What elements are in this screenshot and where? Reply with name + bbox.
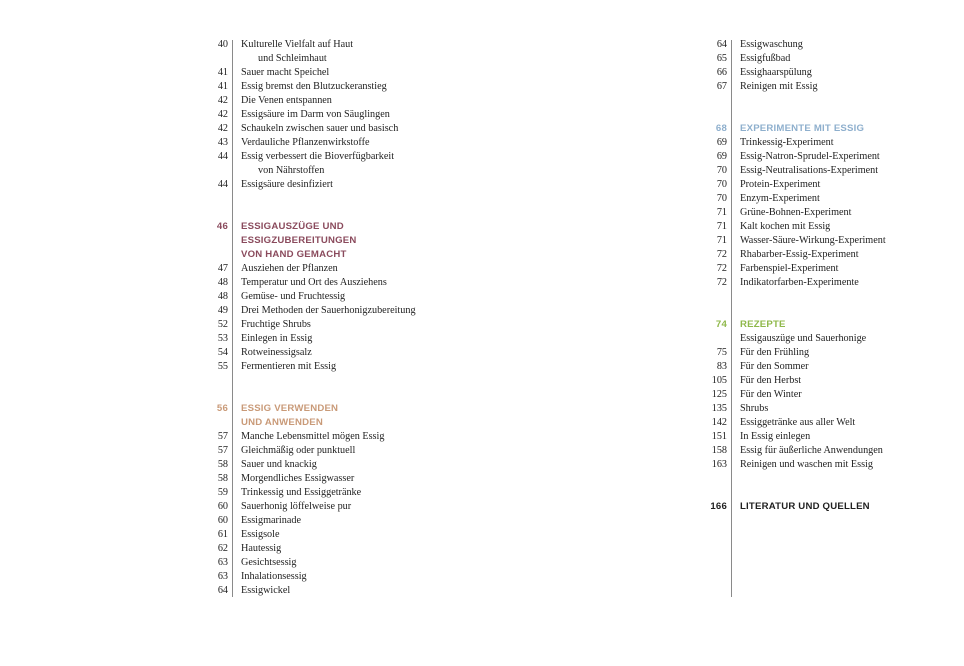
toc-entry-title: Essig bremst den Blutzuckeranstieg bbox=[241, 81, 387, 92]
toc-entry bbox=[695, 248, 935, 262]
toc-page-number bbox=[196, 248, 228, 262]
toc-entry-title: Drei Methoden der Sauerhonigzubereitung bbox=[241, 305, 416, 316]
toc-entry-title: Essigsäure desinfiziert bbox=[241, 179, 333, 190]
toc-page-number: 55 bbox=[217, 361, 228, 372]
toc-page-number: 47 bbox=[217, 263, 228, 274]
toc-entry bbox=[196, 542, 496, 556]
toc-page-number: 75 bbox=[716, 347, 727, 358]
toc-entry-title: Essigwickel bbox=[241, 585, 291, 596]
toc-page-number: 70 bbox=[716, 179, 727, 190]
toc-section-heading bbox=[695, 318, 935, 332]
toc-entry-title: Sauer und knackig bbox=[241, 459, 317, 470]
toc-entry bbox=[196, 38, 496, 52]
toc-entry-title: Essiggetränke aus aller Welt bbox=[740, 417, 856, 428]
toc-page-number: 46 bbox=[216, 221, 228, 232]
toc-entry-title: UND ANWENDEN bbox=[241, 417, 323, 428]
toc-entry-title: Essig-Neutralisations-Experiment bbox=[740, 165, 879, 176]
toc-page-number: 70 bbox=[716, 193, 727, 204]
toc-entry-title: Schaukeln zwischen sauer und basisch bbox=[241, 123, 399, 134]
toc-entry-title: Morgendliches Essigwasser bbox=[241, 473, 355, 484]
toc-page-number: 58 bbox=[217, 459, 228, 470]
toc-entry bbox=[695, 80, 935, 94]
toc-page-number: 71 bbox=[716, 207, 727, 218]
toc-entry-title: Reinigen und waschen mit Essig bbox=[740, 459, 873, 470]
toc-entry-title: Essig für äußerliche Anwendungen bbox=[740, 445, 883, 456]
toc-entry bbox=[695, 374, 935, 388]
toc-entry-title: In Essig einlegen bbox=[740, 431, 811, 442]
toc-page-number: 71 bbox=[716, 221, 727, 232]
toc-page-number: 83 bbox=[716, 361, 727, 372]
toc-page-number: 65 bbox=[716, 53, 727, 64]
toc-entry-title: Trinkessig-Experiment bbox=[740, 137, 834, 148]
toc-entry-title: ESSIGZUBEREITUNGEN bbox=[241, 235, 357, 246]
toc-entry-title: Ausziehen der Pflanzen bbox=[241, 263, 338, 274]
toc-page-number: 40 bbox=[217, 39, 228, 50]
toc-entry-title: Essigwaschung bbox=[740, 39, 803, 50]
toc-entry-title: Sauerhonig löffelweise pur bbox=[241, 501, 352, 512]
toc-entry bbox=[695, 192, 935, 206]
toc-entry bbox=[196, 430, 496, 444]
toc-entry-title: Manche Lebensmittel mögen Essig bbox=[241, 431, 385, 442]
toc-section-heading bbox=[196, 416, 496, 430]
toc-page-number: 64 bbox=[217, 585, 228, 596]
toc-entry-title: Farbenspiel-Experiment bbox=[740, 263, 839, 274]
toc-entry bbox=[695, 66, 935, 80]
toc-page-number: 54 bbox=[217, 347, 228, 358]
toc-entry bbox=[196, 500, 496, 514]
toc-page-number: 48 bbox=[217, 291, 228, 302]
toc-page-number bbox=[196, 52, 228, 66]
toc-entry bbox=[196, 514, 496, 528]
toc-page-number: 60 bbox=[217, 501, 228, 512]
toc-entry bbox=[196, 332, 496, 346]
toc-entry-title: Sauer macht Speichel bbox=[241, 67, 330, 78]
toc-entry bbox=[695, 360, 935, 374]
toc-page-number: 151 bbox=[711, 431, 727, 442]
toc-left-column bbox=[196, 38, 496, 598]
toc-entry bbox=[196, 66, 496, 80]
toc-entry-title: Wasser-Säure-Wirkung-Experiment bbox=[740, 235, 886, 246]
toc-entry-title: Temperatur und Ort des Ausziehens bbox=[241, 277, 387, 288]
toc-entry-title: Essig verbessert die Bioverfügbarkeit bbox=[241, 151, 395, 162]
toc-entry bbox=[695, 136, 935, 150]
toc-right-column bbox=[695, 38, 935, 514]
toc-page-number: 158 bbox=[711, 445, 727, 456]
toc-entry-title: und Schleimhaut bbox=[258, 53, 327, 64]
toc-entry bbox=[196, 472, 496, 486]
toc-entry bbox=[695, 150, 935, 164]
toc-entry bbox=[196, 304, 496, 318]
toc-entry bbox=[695, 346, 935, 360]
toc-entry bbox=[196, 80, 496, 94]
toc-page-number: 57 bbox=[217, 445, 228, 456]
toc-page-number: 71 bbox=[716, 235, 727, 246]
toc-entry bbox=[196, 94, 496, 108]
toc-page-number: 61 bbox=[217, 529, 228, 540]
toc-page-number: 44 bbox=[217, 151, 228, 162]
toc-page-number: 135 bbox=[711, 403, 727, 414]
toc-page-number: 68 bbox=[715, 123, 727, 134]
toc-entry bbox=[695, 206, 935, 220]
toc-entry-title: Für den Herbst bbox=[740, 375, 802, 386]
toc-entry-title: EXPERIMENTE MIT ESSIG bbox=[740, 123, 865, 134]
section-spacer bbox=[196, 192, 496, 220]
section-spacer bbox=[695, 94, 935, 122]
toc-entry-title: Für den Sommer bbox=[740, 361, 809, 372]
toc-page-number: 166 bbox=[710, 501, 727, 512]
toc-entry-title: Hautessig bbox=[241, 543, 282, 554]
toc-page-number: 49 bbox=[217, 305, 228, 316]
toc-entry bbox=[695, 234, 935, 248]
toc-page-number: 125 bbox=[711, 389, 727, 400]
toc-entry-title: Inhalationsessig bbox=[241, 571, 307, 582]
toc-entry-title: Rhabarber-Essig-Experiment bbox=[740, 249, 859, 260]
toc-entry bbox=[196, 346, 496, 360]
toc-entry-title: Kulturelle Vielfalt auf Haut bbox=[241, 39, 354, 50]
toc-page-number: 72 bbox=[716, 263, 727, 274]
toc-entry-title: Für den Winter bbox=[740, 389, 802, 400]
toc-page-number: 53 bbox=[217, 333, 228, 344]
toc-section-heading bbox=[196, 402, 496, 416]
toc-page-number bbox=[196, 416, 228, 430]
toc-entry bbox=[695, 262, 935, 276]
toc-page-number: 62 bbox=[217, 543, 228, 554]
toc-entry bbox=[196, 122, 496, 136]
toc-entry-title: REZEPTE bbox=[740, 319, 786, 330]
toc-page-number: 58 bbox=[217, 473, 228, 484]
toc-page-number: 63 bbox=[217, 557, 228, 568]
section-spacer bbox=[695, 290, 935, 318]
toc-page-number: 56 bbox=[216, 403, 228, 414]
toc-entry-title: ESSIG VERWENDEN bbox=[241, 403, 339, 414]
toc-entry bbox=[196, 584, 496, 598]
toc-entry-title: Shrubs bbox=[740, 403, 769, 414]
toc-entry bbox=[196, 318, 496, 332]
toc-entry bbox=[196, 108, 496, 122]
toc-entry bbox=[695, 276, 935, 290]
toc-page-number: 60 bbox=[217, 515, 228, 526]
toc-entry-title: Essigsäure im Darm von Säuglingen bbox=[241, 109, 390, 120]
toc-entry bbox=[196, 486, 496, 500]
toc-entry-title: Kalt kochen mit Essig bbox=[740, 221, 831, 232]
toc-entry bbox=[196, 290, 496, 304]
toc-entry bbox=[196, 52, 496, 66]
toc-entry bbox=[695, 388, 935, 402]
toc-entry-title: Die Venen entspannen bbox=[241, 95, 332, 106]
toc-entry-title: von Nährstoffen bbox=[258, 165, 325, 176]
toc-entry bbox=[695, 458, 935, 472]
toc-entry-title: Gesichtsessig bbox=[241, 557, 297, 568]
toc-page-number: 42 bbox=[217, 109, 228, 120]
toc-entry bbox=[695, 416, 935, 430]
toc-entry-title: VON HAND GEMACHT bbox=[241, 249, 347, 260]
toc-entry bbox=[695, 332, 935, 346]
toc-page-number: 59 bbox=[217, 487, 228, 498]
toc-page-number: 44 bbox=[217, 179, 228, 190]
toc-page-number: 70 bbox=[716, 165, 727, 176]
toc-entry-title: Essigsole bbox=[241, 529, 280, 540]
toc-entry-title: Rotweinessigsalz bbox=[241, 347, 312, 358]
toc-section-heading bbox=[695, 500, 935, 514]
toc-entry-title: Enzym-Experiment bbox=[740, 193, 820, 204]
toc-page-number: 43 bbox=[217, 137, 228, 148]
toc-page-number: 66 bbox=[716, 67, 727, 78]
toc-entry-title: Reinigen mit Essig bbox=[740, 81, 818, 92]
toc-entry-title: Essigmarinade bbox=[241, 515, 301, 526]
toc-entry bbox=[196, 150, 496, 164]
toc-page-number: 41 bbox=[217, 67, 228, 78]
toc-entry-title: Grüne-Bohnen-Experiment bbox=[740, 207, 852, 218]
toc-entry-title: Essigfußbad bbox=[740, 53, 791, 64]
toc-page-number: 48 bbox=[217, 277, 228, 288]
toc-entry bbox=[196, 178, 496, 192]
toc-entry bbox=[196, 528, 496, 542]
toc-entry-title: Essighaarspülung bbox=[740, 67, 812, 78]
toc-entry-title: Essig-Natron-Sprudel-Experiment bbox=[740, 151, 880, 162]
toc-entry bbox=[196, 276, 496, 290]
toc-entry-title: Fermentieren mit Essig bbox=[241, 361, 337, 372]
toc-page-number: 142 bbox=[711, 417, 727, 428]
toc-section-heading bbox=[695, 122, 935, 136]
toc-entry bbox=[695, 178, 935, 192]
toc-page-number: 64 bbox=[716, 39, 727, 50]
toc-page-number: 163 bbox=[711, 459, 727, 470]
toc-entry-title: Gleichmäßig oder punktuell bbox=[241, 445, 356, 456]
toc-entry bbox=[695, 220, 935, 234]
toc-section-heading bbox=[196, 234, 496, 248]
toc-page-number: 42 bbox=[217, 95, 228, 106]
toc-entry-title: Gemüse- und Fruchtessig bbox=[241, 291, 346, 302]
toc-entry bbox=[196, 164, 496, 178]
toc-page-number: 72 bbox=[716, 277, 727, 288]
section-spacer bbox=[695, 472, 935, 500]
toc-entry bbox=[196, 360, 496, 374]
toc-entry-title: Für den Frühling bbox=[740, 347, 810, 358]
toc-entry bbox=[196, 556, 496, 570]
toc-entry bbox=[196, 458, 496, 472]
toc-entry-title: Fruchtige Shrubs bbox=[241, 319, 311, 330]
toc-entry bbox=[695, 430, 935, 444]
toc-entry-title: LITERATUR UND QUELLEN bbox=[740, 501, 870, 512]
toc-page-number: 57 bbox=[217, 431, 228, 442]
toc-entry-title: ESSIGAUSZÜGE UND bbox=[241, 221, 344, 232]
toc-section-heading bbox=[196, 220, 496, 234]
toc-entry-title: Trinkessig und Essiggetränke bbox=[241, 487, 362, 498]
toc-entry bbox=[196, 262, 496, 276]
toc-entry bbox=[196, 444, 496, 458]
toc-entry bbox=[695, 444, 935, 458]
toc-page-number: 72 bbox=[716, 249, 727, 260]
toc-entry-title: Essigauszüge und Sauerhonige bbox=[740, 333, 867, 344]
toc-page-number: 67 bbox=[716, 81, 727, 92]
toc-entry bbox=[695, 52, 935, 66]
toc-page-number: 69 bbox=[716, 151, 727, 162]
toc-entry bbox=[695, 164, 935, 178]
toc-page-number: 42 bbox=[217, 123, 228, 134]
toc-section-heading bbox=[196, 248, 496, 262]
toc-page-number bbox=[196, 234, 228, 248]
toc-page-number: 63 bbox=[217, 571, 228, 582]
toc-page-number: 74 bbox=[715, 319, 727, 330]
toc-page-number: 69 bbox=[716, 137, 727, 148]
toc-entry bbox=[695, 402, 935, 416]
toc-page-number: 105 bbox=[711, 375, 727, 386]
toc-entry-title: Einlegen in Essig bbox=[241, 333, 313, 344]
toc-page-number: 41 bbox=[217, 81, 228, 92]
toc-entry bbox=[196, 136, 496, 150]
toc-entry bbox=[196, 570, 496, 584]
toc-entry-title: Indikatorfarben-Experimente bbox=[740, 277, 859, 288]
toc-page-number bbox=[196, 164, 228, 178]
toc-page-number: 52 bbox=[217, 319, 228, 330]
toc-entry bbox=[695, 38, 935, 52]
toc-page-number bbox=[695, 332, 727, 346]
toc-entry-title: Verdauliche Pflanzenwirkstoffe bbox=[241, 137, 370, 148]
section-spacer bbox=[196, 374, 496, 402]
toc-entry-title: Protein-Experiment bbox=[740, 179, 821, 190]
